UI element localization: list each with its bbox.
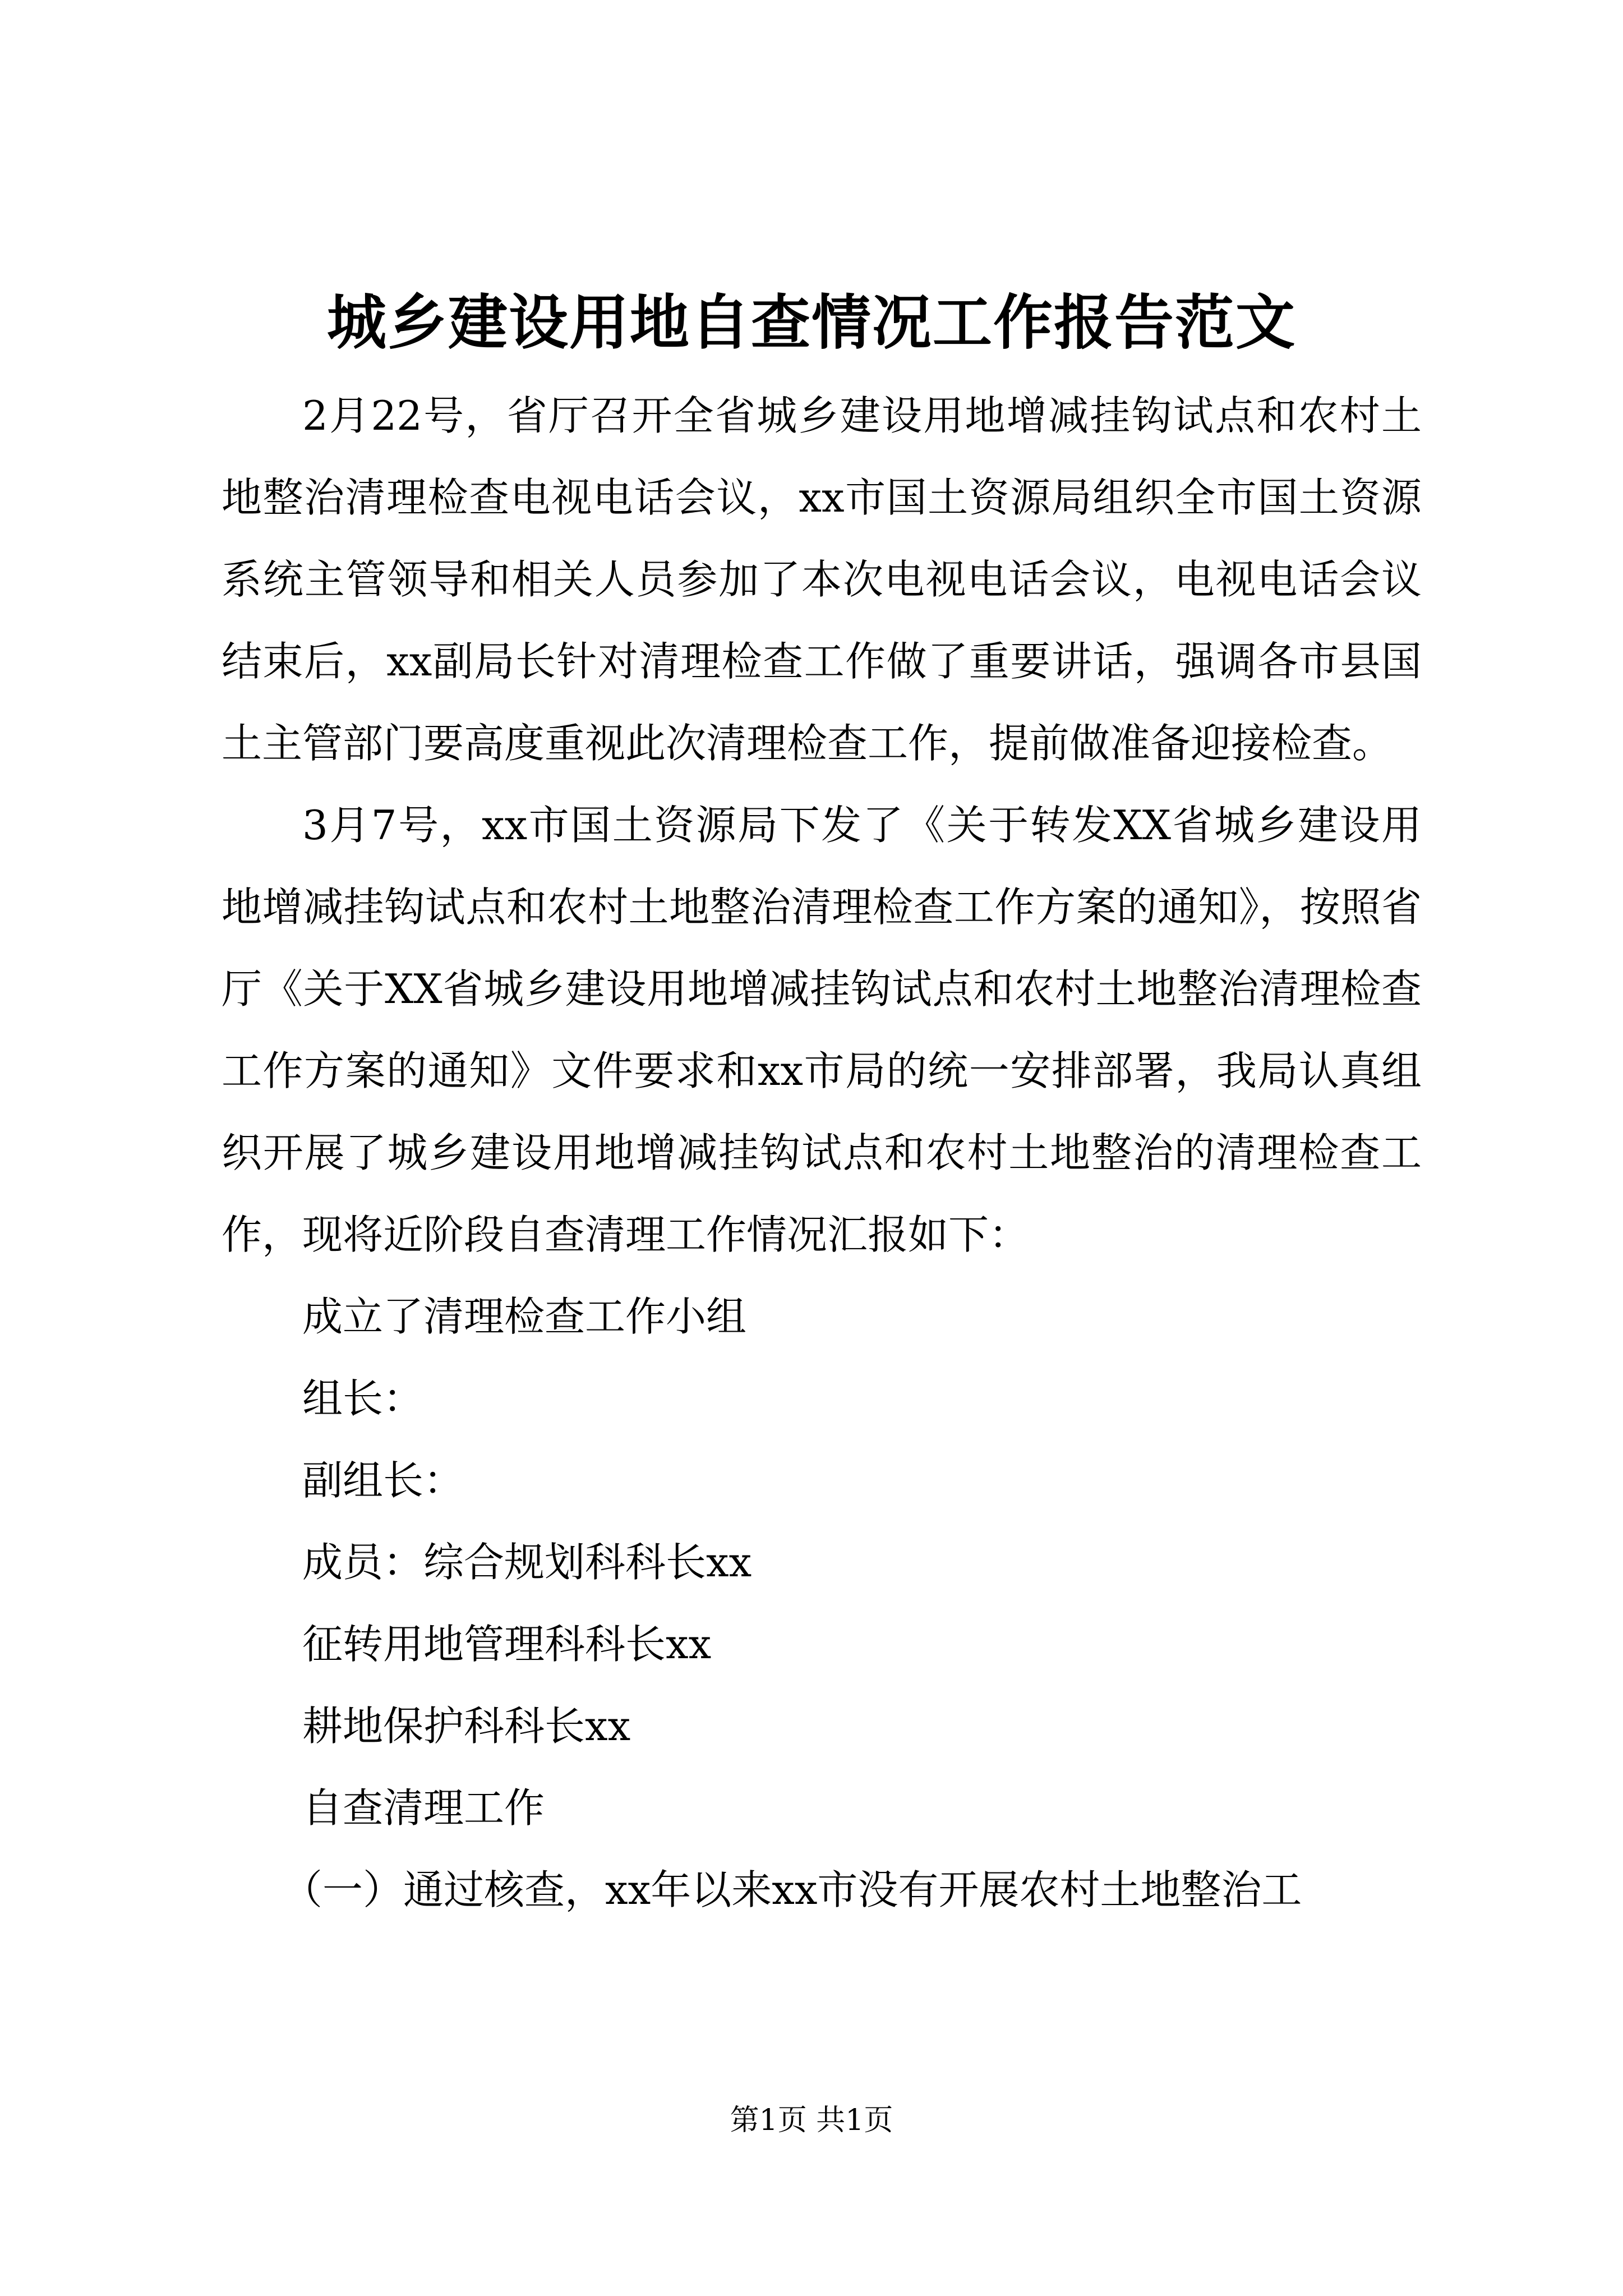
paragraph-notice: 3月7号，xx市国土资源局下发了《关于转发XX省城乡建设用地增减挂钩试点和农村土地整治清理检查工作方案的通知》，按照省厅《关于XX省城乡建设用地增减挂钩试点和农村土地整治清理检查工作方案的通知》文件要求和xx市局的统一安排部署，我局认真组织开展了城乡建设用地增减挂钩试点和农村土地整治的清理检查工作，现将近阶段自查清理工作情况汇报如下： [222, 802, 1422, 1258]
line-deputy-leader: 副组长： [302, 1457, 464, 1504]
line-member-land-use: 征转用地管理科科长xx [302, 1621, 712, 1668]
line-working-group: 成立了清理检查工作小组 [302, 1293, 747, 1340]
line-item-one: （一）通过核查，xx年以来xx市没有开展农村土地整治工 [282, 1866, 1302, 1913]
line-self-check-heading: 自查清理工作 [302, 1784, 545, 1832]
line-member-farmland: 耕地保护科科长xx [302, 1703, 631, 1750]
page-footer: 第1页 共1页 [730, 2104, 893, 2137]
document-title: 城乡建设用地自查情况工作报告范文 [327, 287, 1296, 357]
line-member-planning: 成员：综合规划科科长xx [302, 1539, 752, 1586]
line-group-leader: 组长： [302, 1375, 424, 1422]
paragraph-meeting: 2月22号，省厅召开全省城乡建设用地增减挂钩试点和农村土地整治清理检查电视电话会议，xx市国土资源局组织全市国土资源系统主管领导和相关人员参加了本次电视电话会议，电视电话会议结束后，xx副局长针对清理检查工作做了重要讲话，强调各市县国土主管部门要高度重视此次清理检查工作，提前做准备迎接检查。 [222, 392, 1422, 767]
document-body [222, 375, 1422, 1931]
